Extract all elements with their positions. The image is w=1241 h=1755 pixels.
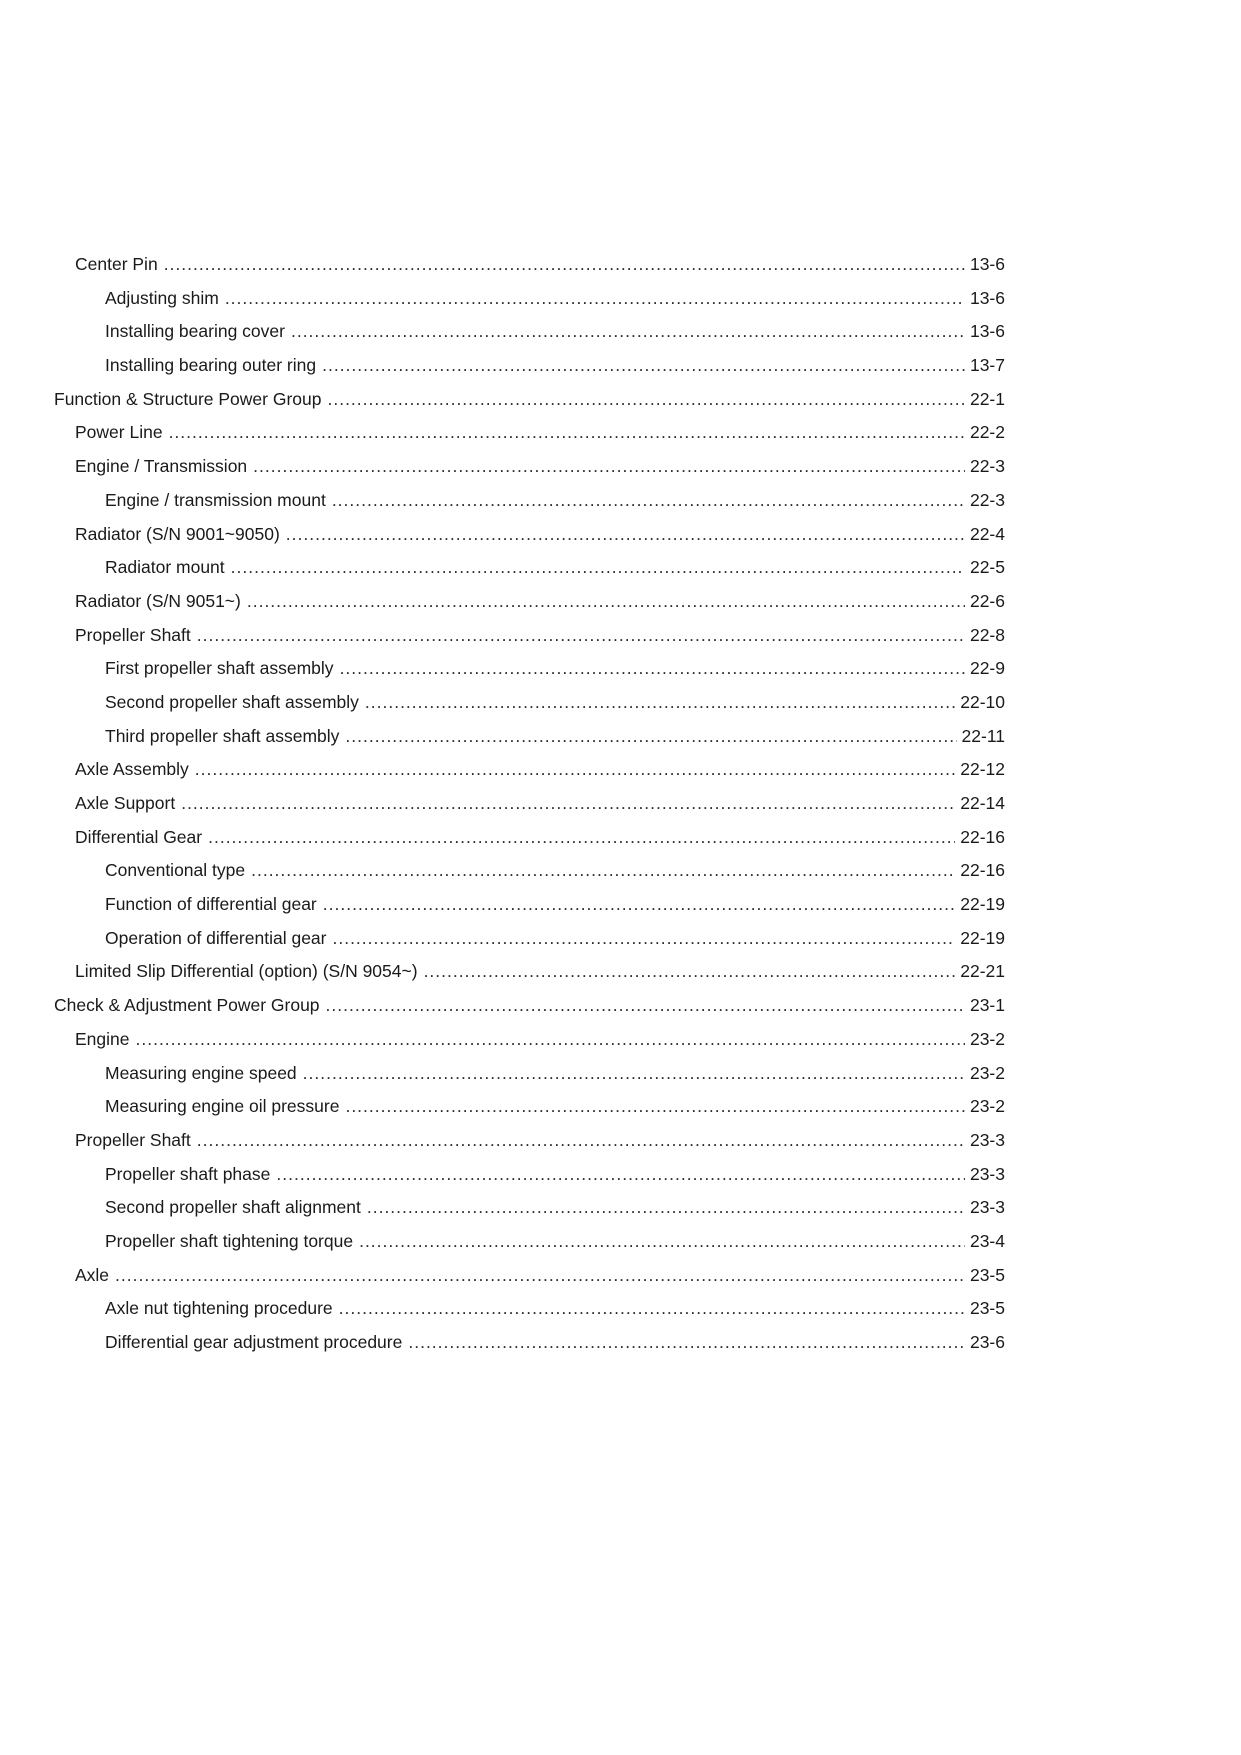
toc-page-number: 23-2 bbox=[969, 1096, 1005, 1117]
toc-entry-label: First propeller shaft assembly bbox=[105, 658, 334, 679]
toc-entry bbox=[54, 416, 1005, 450]
toc-entry bbox=[54, 1023, 1005, 1057]
toc-entry bbox=[54, 1225, 1005, 1259]
toc-leader-dots bbox=[340, 652, 965, 686]
toc-entry-label: Engine / transmission mount bbox=[105, 489, 326, 510]
toc-entry bbox=[54, 1090, 1005, 1124]
toc-entry-label: Engine / Transmission bbox=[75, 456, 248, 477]
toc-entry bbox=[54, 753, 1005, 787]
toc-entry bbox=[54, 1191, 1005, 1225]
toc-leader-dots bbox=[303, 1057, 965, 1091]
toc-entry-label: Installing bearing cover bbox=[105, 321, 285, 342]
toc-leader-dots bbox=[115, 1259, 965, 1293]
toc-page-number: 23-5 bbox=[969, 1298, 1005, 1319]
toc-page-number: 22-21 bbox=[960, 961, 1005, 982]
toc-entry bbox=[54, 854, 1005, 888]
toc-entry bbox=[54, 787, 1005, 821]
toc-entry bbox=[54, 686, 1005, 720]
toc-leader-dots bbox=[345, 720, 956, 754]
toc-entry-label: Operation of differential gear bbox=[105, 927, 327, 948]
toc-entry bbox=[54, 888, 1005, 922]
toc-leader-dots bbox=[365, 686, 955, 720]
toc-entry-label: Propeller shaft phase bbox=[105, 1163, 271, 1184]
toc-entry-label: Conventional type bbox=[105, 860, 246, 881]
toc-entry-label: Axle Support bbox=[75, 793, 176, 813]
toc-entry bbox=[54, 383, 1005, 417]
toc-page-number: 22-16 bbox=[960, 826, 1005, 847]
toc-page-number: 22-8 bbox=[969, 624, 1005, 645]
toc-entry-label: Radiator mount bbox=[105, 557, 225, 578]
toc-entry bbox=[54, 619, 1005, 653]
toc-page-number: 13-6 bbox=[969, 254, 1005, 274]
toc-leader-dots bbox=[276, 1158, 965, 1192]
toc-leader-dots bbox=[195, 753, 955, 787]
toc-entry-label: Propeller shaft tightening torque bbox=[105, 1230, 354, 1251]
toc-page-number: 23-3 bbox=[969, 1163, 1005, 1184]
toc-page-number: 13-6 bbox=[969, 287, 1005, 308]
toc-leader-dots bbox=[253, 450, 965, 484]
toc-entry bbox=[54, 450, 1005, 484]
toc-page-number: 22-4 bbox=[969, 523, 1005, 544]
toc-entry bbox=[54, 484, 1005, 518]
toc-leader-dots bbox=[367, 1191, 965, 1225]
toc-entry-label: Differential Gear bbox=[75, 826, 203, 847]
toc-entry-label: Axle bbox=[75, 1264, 110, 1285]
toc-entry-label: Radiator (S/N 9001~9050) bbox=[75, 523, 280, 544]
toc-entry-label: Limited Slip Differential (option) (S/N 9054~) bbox=[75, 961, 418, 982]
toc-page-number: 22-5 bbox=[969, 557, 1005, 578]
toc-entry bbox=[54, 1259, 1005, 1293]
toc-leader-dots bbox=[225, 282, 965, 316]
toc-page-number: 22-14 bbox=[960, 793, 1005, 813]
toc-page-number: 13-7 bbox=[969, 355, 1005, 376]
toc bbox=[54, 248, 1005, 1360]
toc-page-number: 23-1 bbox=[969, 995, 1005, 1016]
toc-entry bbox=[54, 518, 1005, 552]
toc-entry bbox=[54, 551, 1005, 585]
toc-leader-dots bbox=[164, 248, 965, 282]
toc-entry-label: Function of differential gear bbox=[105, 894, 317, 915]
toc-entry bbox=[54, 652, 1005, 686]
toc-entry bbox=[54, 282, 1005, 316]
toc-leader-dots bbox=[197, 619, 965, 653]
toc-page-number: 22-12 bbox=[960, 759, 1005, 780]
toc-page-number: 23-2 bbox=[969, 1062, 1005, 1083]
toc-page-number: 22-10 bbox=[960, 691, 1005, 712]
toc-leader-dots bbox=[291, 315, 965, 349]
toc-entry-label: Engine bbox=[75, 1028, 130, 1049]
toc-entry-label: Function & Structure Power Group bbox=[54, 388, 322, 409]
toc-leader-dots bbox=[286, 518, 965, 552]
toc-leader-dots bbox=[327, 383, 964, 417]
toc-leader-dots bbox=[339, 1292, 965, 1326]
toc-entry-label: Third propeller shaft assembly bbox=[105, 725, 340, 746]
toc-entry bbox=[54, 989, 1005, 1023]
toc-leader-dots bbox=[345, 1090, 965, 1124]
toc-leader-dots bbox=[208, 821, 955, 855]
toc-leader-dots bbox=[231, 551, 965, 585]
toc-entry bbox=[54, 1326, 1005, 1360]
toc-page-number: 23-3 bbox=[969, 1197, 1005, 1218]
toc-entry-label: Installing bearing outer ring bbox=[105, 355, 317, 376]
toc-page-number: 22-9 bbox=[969, 658, 1005, 679]
toc-page-number: 22-1 bbox=[969, 388, 1005, 409]
toc-page-number: 22-11 bbox=[961, 725, 1005, 746]
toc-entry-label: Second propeller shaft alignment bbox=[105, 1197, 361, 1218]
toc-leader-dots bbox=[322, 349, 965, 383]
toc-entry-label: Check & Adjustment Power Group bbox=[54, 995, 320, 1016]
toc-leader-dots bbox=[247, 585, 965, 619]
toc-page-number: 22-3 bbox=[969, 489, 1005, 510]
toc-page-number: 23-3 bbox=[969, 1129, 1005, 1150]
toc-leader-dots bbox=[251, 854, 955, 888]
toc-entry bbox=[54, 315, 1005, 349]
toc-leader-dots bbox=[359, 1225, 965, 1259]
toc-page-number: 13-6 bbox=[969, 321, 1005, 342]
toc-leader-dots bbox=[326, 989, 965, 1023]
toc-entry-label: Axle nut tightening procedure bbox=[105, 1298, 333, 1319]
toc-entry-label: Differential gear adjustment procedure bbox=[105, 1332, 403, 1352]
toc-page-number: 22-16 bbox=[960, 860, 1005, 881]
toc-page-number: 23-6 bbox=[969, 1332, 1005, 1352]
toc-leader-dots bbox=[197, 1124, 965, 1158]
toc-entry-label: Radiator (S/N 9051~) bbox=[75, 590, 241, 611]
toc-leader-dots bbox=[424, 955, 956, 989]
toc-entry-label: Adjusting shim bbox=[105, 287, 219, 308]
toc-page-number: 23-2 bbox=[969, 1028, 1005, 1049]
toc-entry-label: Center Pin bbox=[75, 254, 158, 274]
toc-leader-dots bbox=[332, 922, 955, 956]
toc-entry bbox=[54, 1292, 1005, 1326]
toc-leader-dots bbox=[323, 888, 955, 922]
toc-leader-dots bbox=[332, 484, 965, 518]
toc-page-number: 22-2 bbox=[969, 422, 1005, 443]
toc-entry bbox=[54, 922, 1005, 956]
toc-page-number: 22-6 bbox=[969, 590, 1005, 611]
toc-page-number: 23-5 bbox=[969, 1264, 1005, 1285]
toc-entry bbox=[54, 821, 1005, 855]
toc-page-number: 22-19 bbox=[960, 894, 1005, 915]
toc-entry bbox=[54, 1057, 1005, 1091]
toc-leader-dots bbox=[169, 416, 965, 450]
toc-page-number: 22-19 bbox=[960, 927, 1005, 948]
toc-entry bbox=[54, 1124, 1005, 1158]
toc-leader-dots bbox=[408, 1326, 965, 1360]
toc-entry-label: Axle Assembly bbox=[75, 759, 189, 780]
toc-page-number: 23-4 bbox=[969, 1230, 1005, 1251]
toc-entry-label: Measuring engine speed bbox=[105, 1062, 297, 1083]
toc-entry bbox=[54, 248, 1005, 282]
toc-entry bbox=[54, 585, 1005, 619]
toc-entry bbox=[54, 955, 1005, 989]
toc-entry bbox=[54, 720, 1005, 754]
toc-page-number: 22-3 bbox=[969, 456, 1005, 477]
toc-entry bbox=[54, 1158, 1005, 1192]
toc-leader-dots bbox=[181, 787, 955, 821]
toc-entry-label: Propeller Shaft bbox=[75, 624, 191, 645]
toc-entry-label: Propeller Shaft bbox=[75, 1129, 191, 1150]
toc-entry-label: Power Line bbox=[75, 422, 163, 443]
toc-entry-label: Second propeller shaft assembly bbox=[105, 691, 359, 712]
toc-leader-dots bbox=[136, 1023, 965, 1057]
toc-entry bbox=[54, 349, 1005, 383]
toc-entry-label: Measuring engine oil pressure bbox=[105, 1096, 340, 1117]
